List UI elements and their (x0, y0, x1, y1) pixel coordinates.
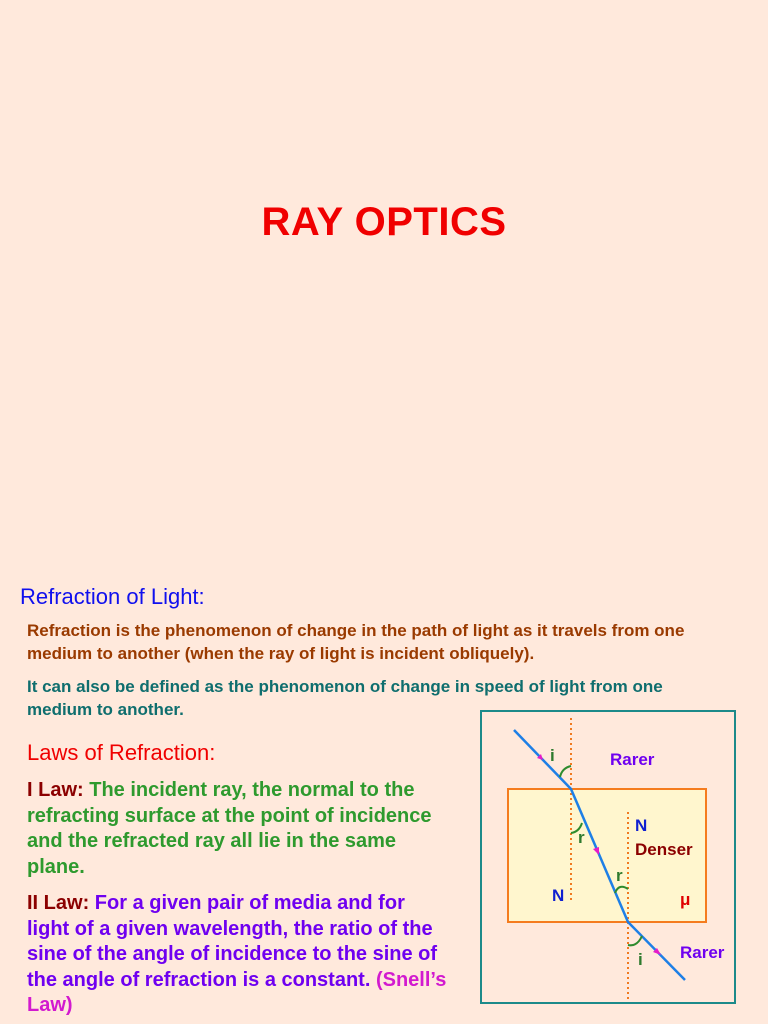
alternate-definition-text: It can also be defined as the phenomenon of change in speed of light from one medium to another. (27, 677, 663, 719)
second-law-text: For a given pair of media and for light of a given wavelength, the ratio of the sine of the angle of incidence to the sine of the angle of refraction is a constant. (27, 892, 438, 991)
first-law (27, 778, 447, 880)
slide-title: RAY OPTICS (261, 200, 507, 244)
refractive-index-label: μ (680, 890, 691, 909)
normal-right-label: N (635, 816, 648, 835)
denser-label: Denser (635, 840, 693, 859)
first-law-text: The incident ray, the normal to the refracting surface at the point of incidence and the refracted ray all lie in the same plane. (27, 779, 432, 878)
angle-i-bottom-label: i (638, 950, 643, 969)
normal-left-label: N (552, 886, 565, 905)
refraction-slide (0, 512, 768, 1024)
definition-text: Refraction is the phenomenon of change in the path of light as it travels from one medium to another (when the ray of light is incident obliquely). (27, 621, 685, 663)
angle-i-top-label: i (550, 746, 555, 765)
rarer-top-label: Rarer (610, 750, 655, 769)
incidence-angle-arc-bottom (628, 936, 642, 945)
second-law (27, 891, 447, 1019)
second-law-tag: II Law: (27, 892, 90, 914)
laws-heading: Laws of Refraction: (27, 740, 216, 765)
snells-law-label: (Snell’s Law) (27, 968, 447, 1016)
rarer-bottom-label: Rarer (680, 943, 725, 962)
incidence-angle-arc-top (560, 766, 571, 777)
first-law-tag: I Law: (27, 779, 84, 801)
refraction-diagram (480, 710, 736, 1004)
angle-r-top-label: r (578, 828, 585, 847)
section-heading: Refraction of Light: (20, 584, 205, 609)
angle-r-bottom-label: r (616, 866, 623, 885)
